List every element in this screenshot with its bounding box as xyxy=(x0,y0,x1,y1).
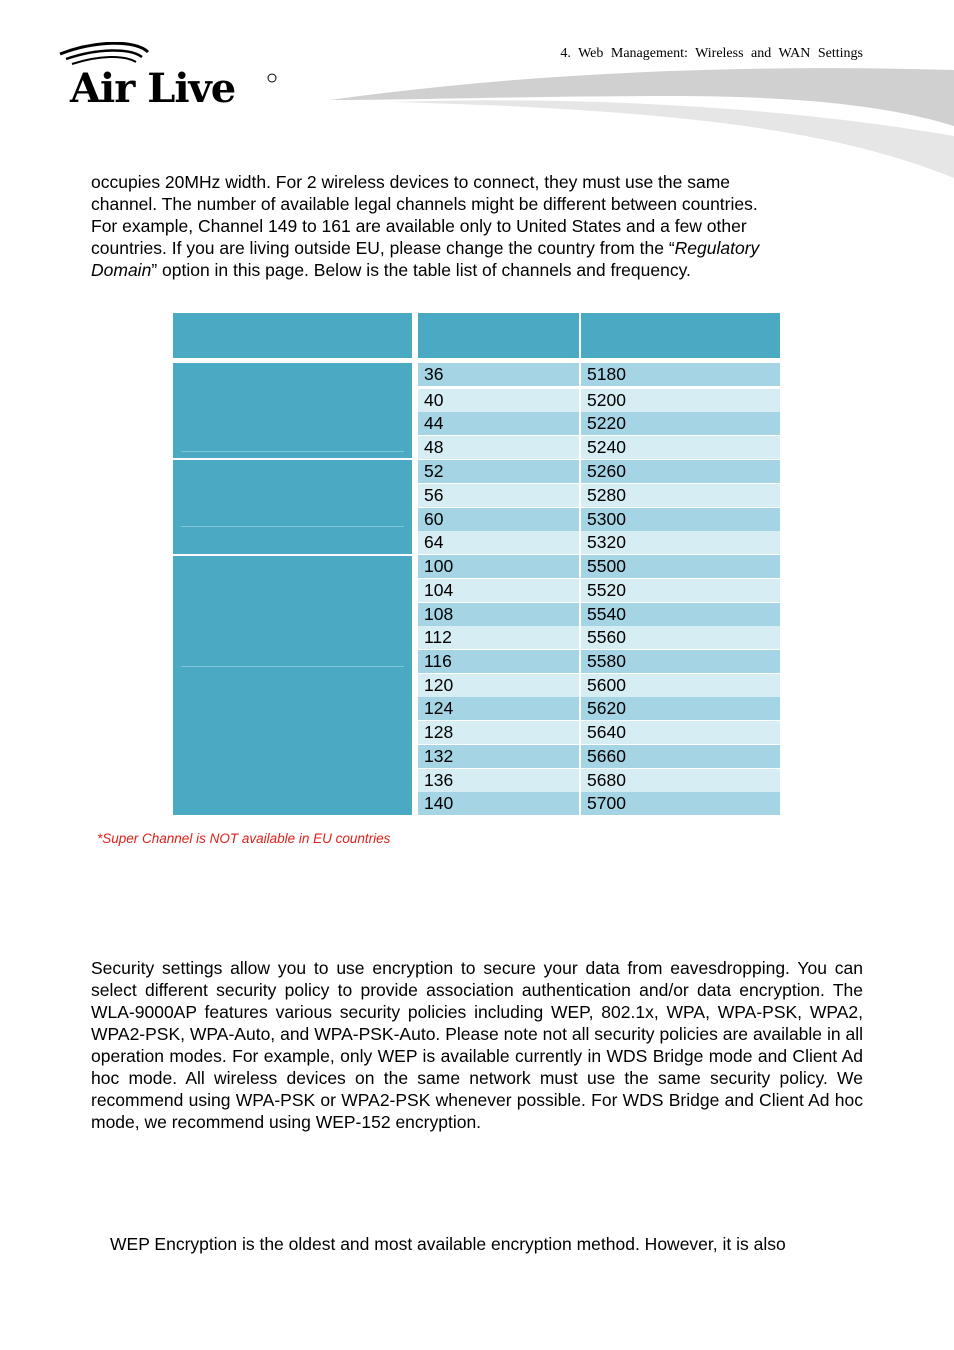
airlive-logo xyxy=(56,42,286,108)
table-row xyxy=(418,389,780,412)
frequency-cell: 5220 xyxy=(581,412,780,435)
wep-paragraph: WEP Encryption is the oldest and most available encryption method. However, it is also xyxy=(110,1234,786,1254)
frequency-cell: 5540 xyxy=(581,603,780,626)
intro-line xyxy=(91,237,863,259)
frequency-cell: 5260 xyxy=(581,460,780,483)
channel-cell: 64 xyxy=(418,531,579,554)
channel-cell: 56 xyxy=(418,484,579,507)
channel-cell: 104 xyxy=(418,579,579,602)
table-row xyxy=(418,650,780,673)
channel-cell: 40 xyxy=(418,389,579,412)
table-row xyxy=(418,626,780,649)
frequency-cell: 5320 xyxy=(581,531,780,554)
regulatory-term: Regulatory xyxy=(674,238,760,258)
frequency-cell: 5600 xyxy=(581,674,780,697)
frequency-cell: 5700 xyxy=(581,792,780,815)
table-row xyxy=(418,531,780,554)
frequency-cell: 5560 xyxy=(581,626,780,649)
channel-cell: 116 xyxy=(418,650,579,673)
table-row xyxy=(418,579,780,602)
channel-frequency-table xyxy=(173,313,780,815)
channel-cell: 48 xyxy=(418,436,579,459)
frequency-cell: 5620 xyxy=(581,697,780,720)
logo-wordmark: Air Live xyxy=(70,65,236,108)
table-header-cell xyxy=(581,313,780,358)
channel-cell: 36 xyxy=(418,363,579,386)
channel-group-band xyxy=(173,556,412,815)
frequency-cell: 5180 xyxy=(581,363,780,386)
header-swoosh-decoration xyxy=(330,66,954,186)
frequency-cell: 5660 xyxy=(581,745,780,768)
table-row xyxy=(418,484,780,507)
frequency-cell: 5680 xyxy=(581,769,780,792)
frequency-cell: 5240 xyxy=(581,436,780,459)
frequency-cell: 5640 xyxy=(581,721,780,744)
channel-cell: 124 xyxy=(418,697,579,720)
table-row xyxy=(418,674,780,697)
channel-cell: 112 xyxy=(418,626,579,649)
section-title: 4. Web Management: Wireless and WAN Settings xyxy=(560,46,863,61)
channel-cell: 108 xyxy=(418,603,579,626)
table-row xyxy=(418,555,780,578)
table-row xyxy=(418,363,780,386)
eu-footnote: *Super Channel is NOT available in EU countries xyxy=(97,831,391,846)
frequency-cell: 5580 xyxy=(581,650,780,673)
intro-paragraph xyxy=(91,171,863,281)
frequency-cell: 5520 xyxy=(581,579,780,602)
table-row xyxy=(418,792,780,815)
table-header-cell xyxy=(173,313,412,358)
table-row xyxy=(418,721,780,744)
intro-line: channel. The number of available legal channels might be different between countries. xyxy=(91,194,758,214)
table-row xyxy=(418,603,780,626)
channel-cell: 140 xyxy=(418,792,579,815)
intro-line: occupies 20MHz width. For 2 wireless devices to connect, they must use the same xyxy=(91,172,731,192)
channel-cell: 132 xyxy=(418,745,579,768)
intro-text: ” option in this page. Below is the table list of channels and frequency. xyxy=(151,260,691,280)
domain-term: Domain xyxy=(91,260,152,280)
channel-cell: 120 xyxy=(418,674,579,697)
channel-cell: 60 xyxy=(418,508,579,531)
table-row xyxy=(418,745,780,768)
frequency-cell: 5280 xyxy=(581,484,780,507)
intro-text: countries. If you are living outside EU, please change the country from the “ xyxy=(91,238,675,258)
table-row xyxy=(418,769,780,792)
channel-cell: 44 xyxy=(418,412,579,435)
channel-cell: 136 xyxy=(418,769,579,792)
security-paragraph: Security settings allow you to use encryption to secure your data from eavesdropping. You can select different security policy to provide association authentication and/or data encryption. The WLA-9000AP features various security policies including WEP, 802.1x, WPA, WPA-PSK, WPA2, WPA2-PSK, WPA-Auto, and WPA-PSK-Auto. Please note not all security policies are available in all operation modes. For example, only WEP is available currently in WDS Bridge mode and Client Ad hoc mode. All wireless devices on the same network must use the same security policy. We recommend using WPA-PSK or WPA2-PSK whenever possible. For WDS Bridge and Client Ad hoc mode, we recommend using WEP-152 encryption. xyxy=(91,958,863,1132)
intro-line: For example, Channel 149 to 161 are available only to United States and a few other xyxy=(91,216,747,236)
table-row xyxy=(418,697,780,720)
table-row xyxy=(418,436,780,459)
table-row xyxy=(418,460,780,483)
table-row xyxy=(418,412,780,435)
table-row xyxy=(418,508,780,531)
channel-cell: 100 xyxy=(418,555,579,578)
frequency-cell: 5300 xyxy=(581,508,780,531)
table-header-cell xyxy=(418,313,579,358)
channel-group-band xyxy=(173,363,412,458)
channel-cell: 128 xyxy=(418,721,579,744)
channel-cell: 52 xyxy=(418,460,579,483)
intro-line xyxy=(91,259,863,281)
channel-group-band xyxy=(173,460,412,554)
frequency-cell: 5500 xyxy=(581,555,780,578)
frequency-cell: 5200 xyxy=(581,389,780,412)
